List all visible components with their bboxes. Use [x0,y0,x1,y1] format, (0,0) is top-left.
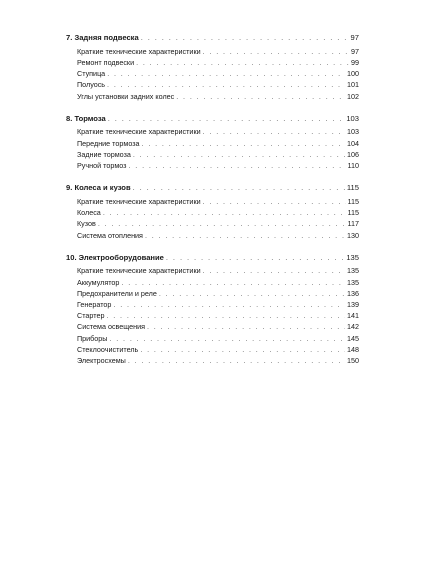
entry-page-number: 141 [347,311,359,321]
entry-title: Полуось [77,80,106,90]
chapter-title: 8. Тормоза [66,113,106,123]
toc-entry [66,288,359,299]
entry-title: Краткие технические характеристики [77,127,201,137]
entry-page-number: 130 [347,230,359,240]
chapter-heading [66,32,359,43]
entry-page-number: 148 [347,344,359,354]
toc-section [66,32,359,102]
chapter-page-number: 103 [346,113,359,123]
toc-entry [66,79,359,90]
toc-entry [66,149,359,160]
entry-title: Система освещения [77,322,145,332]
entry-page-number: 142 [347,322,359,332]
dot-leader [113,299,345,310]
chapter-title: 10. Электрооборудование [66,252,164,262]
chapter-title: 7. Задняя подвеска [66,33,139,42]
entry-page-number: 106 [347,149,359,159]
chapter-heading [66,182,359,193]
chapter-page-number: 115 [346,183,359,193]
entry-page-number: 104 [347,138,359,148]
toc-entry [66,57,359,68]
dot-leader [203,265,345,276]
dot-leader [106,310,345,321]
entry-title: Задние тормоза [77,149,131,159]
dot-leader [145,230,345,241]
dot-leader [176,91,345,102]
entry-title: Система отопления [77,230,143,240]
entry-page-number: 97 [351,46,359,56]
entry-page-number: 102 [347,91,359,101]
dot-leader [166,252,344,263]
toc-entry [66,230,359,241]
toc-entry [66,91,359,102]
toc-entry [66,218,359,229]
toc-entry [66,196,359,207]
dot-leader [98,218,346,229]
dot-leader [109,333,345,344]
dot-leader [141,32,349,43]
entry-title: Аккумулятор [77,277,120,287]
dot-leader [107,68,345,79]
dot-leader [128,160,345,171]
dot-leader [136,57,349,68]
entry-title: Генератор [77,300,112,310]
entry-title: Электросхемы [77,356,126,366]
entry-page-number: 136 [347,288,359,298]
dot-leader [103,207,346,218]
toc-entry [66,355,359,366]
entry-title: Краткие технические характеристики [77,266,201,276]
entry-page-number: 145 [347,333,359,343]
toc-section [66,113,359,172]
chapter-title: 9. Колеса и кузов [66,183,131,193]
toc-entry [66,126,359,137]
entry-page-number: 100 [347,69,359,79]
entry-title: Предохранители и реле [77,288,157,298]
entry-title: Колеса [77,208,101,218]
entry-title: Ступица [77,69,106,79]
entry-page-number: 150 [347,356,359,366]
toc-entry [66,344,359,355]
entry-page-number: 115 [347,196,359,206]
chapter-page-number: 135 [346,252,359,262]
chapter-heading [66,252,359,263]
dot-leader [159,288,345,299]
dot-leader [147,321,345,332]
dot-leader [133,182,345,193]
toc-entry [66,299,359,310]
dot-leader [203,196,346,207]
toc-section [66,252,359,367]
dot-leader [133,149,345,160]
toc-entry [66,138,359,149]
entry-title: Стеклоочиститель [77,344,139,354]
toc-entry [66,68,359,79]
toc-entry [66,265,359,276]
toc-entry [66,160,359,171]
toc-entry [66,277,359,288]
toc-entry [66,46,359,57]
entry-title: Кузов [77,219,96,229]
entry-title: Ручной тормоз [77,161,127,171]
dot-leader [107,79,345,90]
entry-title: Углы установки задних колес [77,91,175,101]
entry-page-number: 99 [351,57,359,67]
dot-leader [140,344,345,355]
entry-page-number: 103 [347,127,359,137]
toc-entry [66,207,359,218]
entry-page-number: 135 [347,277,359,287]
dot-leader [128,355,345,366]
dot-leader [108,113,345,124]
entry-page-number: 115 [347,208,359,218]
toc-entry [66,321,359,332]
entry-title: Ремонт подвески [77,57,135,67]
chapter-heading [66,113,359,124]
entry-page-number: 135 [347,266,359,276]
entry-title: Краткие технические характеристики [77,196,201,206]
toc-entry [66,333,359,344]
entry-title: Краткие технические характеристики [77,46,201,56]
dot-leader [203,46,349,57]
chapter-page-number: 97 [350,33,359,42]
entry-page-number: 139 [347,300,359,310]
entry-page-number: 110 [347,161,359,171]
dot-leader [121,277,345,288]
table-of-contents [66,32,359,377]
toc-section [66,182,359,241]
entry-page-number: 117 [347,219,359,229]
entry-title: Стартер [77,311,105,321]
dot-leader [142,138,345,149]
entry-title: Передние тормоза [77,138,140,148]
toc-entry [66,310,359,321]
entry-page-number: 101 [347,80,359,90]
entry-title: Приборы [77,333,108,343]
dot-leader [203,126,345,137]
